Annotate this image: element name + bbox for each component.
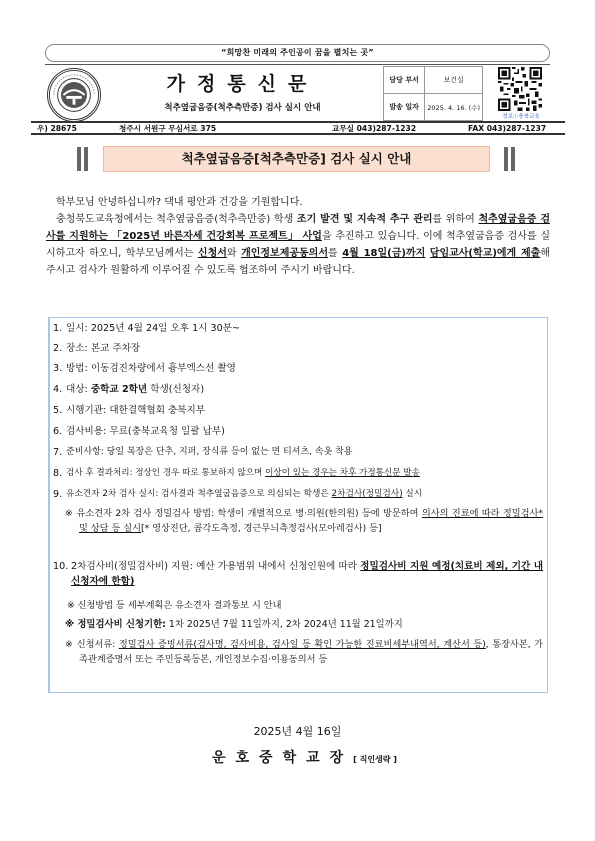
item-text: 검사 후 결과처리: 정상인 경우 따로 통보하지 않으며 이상이 있는 경우는 차후 가정통신문 발송 [66,468,420,478]
seal-omitted-note: [ 직인생략 ] [353,755,397,764]
item-text: 2차검사비(정밀검사비) 지원: 예산 가용범위 내에서 신청인원에 따라 정밀검사비 지원 예정(치료비 제외, 기간 내 신청자에 한함) [71,561,543,587]
project-name: 척추옆굽음증 검사를 지원하는 「2025년 바른자세 건강회복 프로젝트」 사업 [46,214,550,242]
item-number: 4. [53,384,63,395]
signature-name: 운호중학교장 [212,750,354,766]
intro-text: 해 주시고 검사가 원활하게 이루어질 수 있도록 협조하여 주시기 바랍니다. [46,248,551,276]
issue-date: 2025년 4월 16일 [253,725,342,738]
zip-code: 우) 28675 [37,124,77,133]
item-text: 시행기관: 대한결핵협회 충북지부 [66,405,206,416]
date-value: 2025. 4. 16. (수) [425,94,483,121]
principal-signature [212,747,452,767]
contact-address-bar [31,121,565,135]
item-number: 9. [53,489,63,500]
item-text: 준비사항: 당일 복장은 단추, 지퍼, 장식류 등이 없는 면 티셔츠, 속옷 착용 [66,447,353,457]
item-text: 일시: 2025년 4월 24일 오후 1시 30분~ [66,323,241,334]
intro-text: 충청북도교육청에서는 척추옆굽음증(척추측만증) 학생 [56,214,294,225]
item-number: 1. [53,323,63,334]
submission-deadline: 4월 18일(금)까지 [342,248,426,259]
newsletter-subtitle: 척추옆굽음증(척추측만증) 검사 실시 안내 [164,103,321,113]
fax-number: FAX 043)287-1237 [468,124,547,133]
dept-label: 담당 부서 [384,67,425,94]
note-application-method: ※ 신청방법 등 세부계획은 유소견자 결과통보 시 안내 [67,600,282,611]
qr-code-icon[interactable] [495,67,545,111]
item-text: 검사비용: 무료(충북교육청 일괄 납부) [66,426,225,437]
date-label: 발송 일자 [384,94,425,121]
item-text: 유소견자 2차 검사 실시: 검사결과 척추옆굽음증으로 의심되는 학생은 2차검사(정밀검사) 실시 [66,489,423,499]
left-bar-decoration [77,147,89,171]
school-emblem-icon [47,68,101,122]
item-text: 방법: 이동검진차량에서 흉부엑스선 촬영 [66,363,236,374]
item-number: 6. [53,426,63,437]
consent-form: 개인정보제공동의서 [241,248,329,259]
dispatch-info-table [383,66,483,121]
school-address: 청주시 서원구 무심서로 375 [119,124,217,133]
intro-paragraph [46,194,550,279]
newsletter-header [45,64,550,122]
intro-text: 를 [328,248,338,259]
submission-target: 담임교사(학교)에게 제출 [429,248,541,259]
note-required-documents: ※ 신청서류: 정밀검사 증빙서류(검사명, 검사비용, 검사일 등 확인 가능한 진료비세부내역서, 계산서 등), 통장사본, 가족관계증명서 또는 주민등록등본, 개인정보수집·이용동의서 등 [65,639,544,665]
intro-text: 을 추진하고 있습니다. 이에 척추옆굽음증 검사를 실시하고자 하오니, 학부모님께서는 [46,231,550,259]
item-number: 5. [53,405,63,416]
item-number: 2. [53,343,63,354]
dept-value: 보건실 [425,67,483,94]
intro-body [46,211,550,279]
item-number: 7. [53,447,63,458]
school-motto: “희망찬 미래의 주인공이 꿈을 펼치는 곳” [45,44,550,62]
qr-caption: 정보ⓘ충북교육 [502,114,540,120]
application-form: 신청서 [197,248,227,259]
greeting: 학부모님 안녕하십니까? 댁내 평안과 건강을 기원합니다. [56,197,303,208]
item-text: 대상: 중학교 2학년 학생(신청자) [66,384,205,395]
intro-text: 와 [226,248,237,259]
note-application-deadline: ※ 정밀검사비 신청기한: 1차 2025년 7월 11일까지, 2차 2024년 11월 21일까지 [65,619,403,630]
item-text: 장소: 본교 주차장 [66,343,141,354]
item-number: 8. [53,468,63,479]
office-phone: 교무실 043)287-1232 [332,124,417,133]
notice-title-banner: 척추옆굽음증[척추측만증] 검사 실시 안내 [103,146,490,172]
newsletter-title: 가정통신문 [166,73,319,95]
item-number: 10. [53,561,69,572]
intro-emphasis: 조기 발견 및 지속적 추구 관리 [296,214,433,225]
intro-text: 를 위하여 [432,214,475,225]
right-bar-decoration [504,147,516,171]
item-number: 3. [53,363,63,374]
note-precision-method: ※ 유소견자 2차 검사 정밀검사 방법: 학생이 개별적으로 병·의원(한의원) 등에 방문하여 의사의 진료에 따라 정밀검사* 및 상담 등 실시[* 영상진단, 콥각도측정, 경근무늬측정검사(모아레검사) 등] [65,508,543,534]
